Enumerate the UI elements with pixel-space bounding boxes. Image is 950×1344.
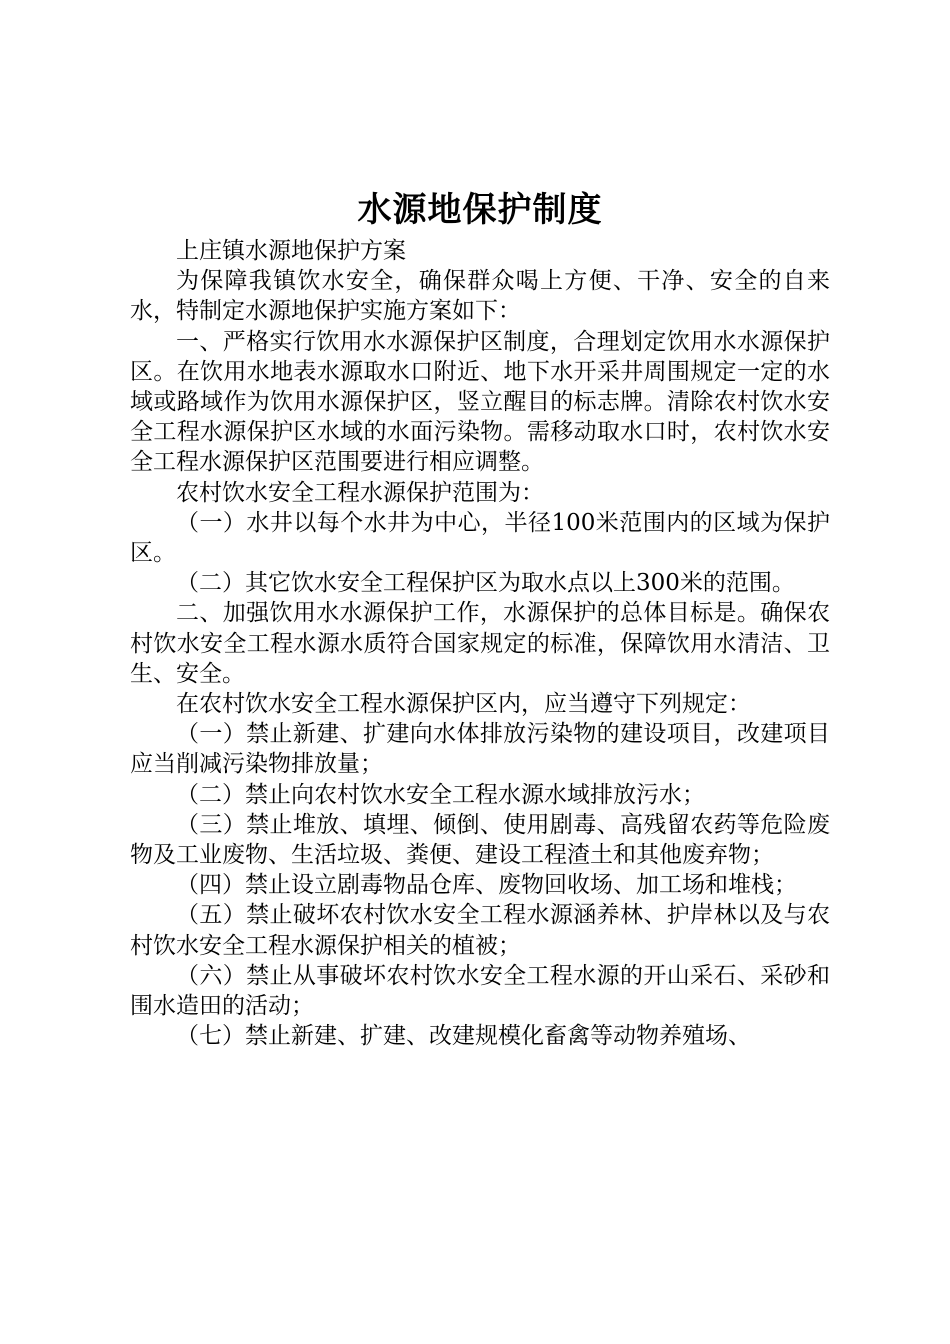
paragraph-scope-heading: 农村饮水安全工程水源保护范围为： — [176, 479, 544, 506]
paragraph-rule-5: （五）禁止破坏农村饮水安全工程水源涵养林、护岸林以及与农村饮水安全工程水源保护相关的植被； — [130, 902, 830, 959]
paragraph-subtitle: 上庄镇水源地保护方案 — [176, 238, 406, 264]
paragraph-rule-6: （六）禁止从事破坏农村饮水安全工程水源的开山采石、采砂和围水造田的活动； — [130, 962, 830, 1020]
paragraph-rule-3: （三）禁止堆放、填埋、倾倒、使用剧毒、高残留农药等危险废物及工业废物、生活垃圾、粪便、建设工程渣土和其他废弃物； — [130, 811, 830, 869]
document-page — [130, 190, 830, 1051]
paragraph-rule-4: （四）禁止设立剧毒物品仓库、废物回收场、加工场和堆栈； — [176, 872, 797, 899]
paragraph-section-2: 二、加强饮用水水源保护工作，水源保护的总体目标是。确保农村饮水安全工程水源水质符合国家规定的标准，保障饮用水清洁、卫生、安全。 — [130, 600, 830, 687]
paragraph-intro: 为保障我镇饮水安全，确保群众喝上方便、干净、安全的自来水，特制定水源地保护实施方案如下： — [130, 268, 830, 325]
document-title: 水源地保护制度 — [357, 190, 603, 230]
paragraph-scope-1: （一）水井以每个水井为中心，半径100米范围内的区域为保护区。 — [130, 509, 830, 567]
paragraph-scope-2: （二）其它饮水安全工程保护区为取水点以上300米的范围。 — [176, 570, 795, 597]
paragraph-rules-heading: 在农村饮水安全工程水源保护区内，应当遵守下列规定： — [176, 691, 751, 718]
paragraph-section-1: 一、严格实行饮用水水源保护区制度，合理划定饮用水水源保护区。在饮用水地表水源取水口附近、地下水开采井周围规定一定的水域或路域作为饮用水源保护区，竖立醒目的标志牌。清除农村饮水安全工程水源保护区水域的水面污染物。需移动取水口时，农村饮水安全工程水源保护区范围要进行相应调整。 — [130, 328, 830, 476]
paragraph-rule-1: （一）禁止新建、扩建向水体排放污染物的建设项目，改建项目应当削减污染物排放量； — [130, 721, 830, 778]
paragraph-rule-2: （二）禁止向农村饮水安全工程水源水域排放污水； — [176, 781, 705, 808]
paragraph-rule-7: （七）禁止新建、扩建、改建规模化畜禽等动物养殖场、 — [176, 1023, 751, 1050]
